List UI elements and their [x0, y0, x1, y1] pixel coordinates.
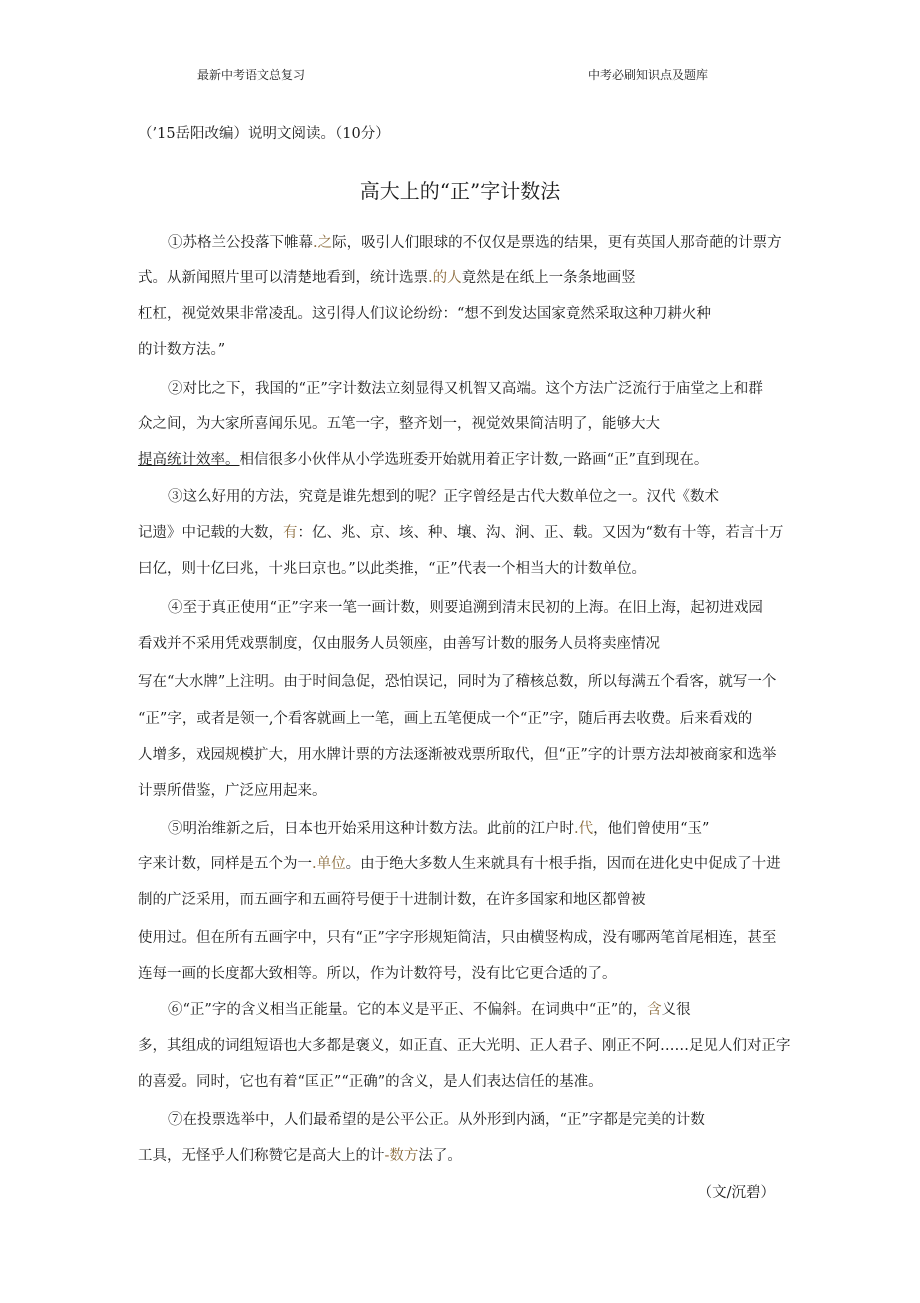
paragraph-4-line: 看戏并不采用凭戏票制度，仅由服务人员领座，由善写计数的服务人员将卖座情况	[138, 636, 660, 652]
paragraph-5-line: 制的广泛采用，而五画字和五画符号便于十进制计数，在许多国家和地区都曾被	[138, 892, 646, 908]
header-left: 最新中考语文总复习	[197, 68, 306, 82]
paragraph-2-line: 提高统计效率。相信很多小伙伴从小学选班委开始就用着正字计数,一路画“正”直到现在。	[138, 452, 709, 468]
paragraph-4-line: “正”字，或者是领一,个看客就画上一笔，画上五笔便成一个“正”字，随后再去收费。后来看戏的	[138, 711, 753, 727]
paragraph-2-line: 众之间，为大家所喜闻乐见。五笔一字，整齐划一，视觉效果简洁明了，能够大大	[138, 416, 660, 432]
paragraph-4-line: 人增多，戏园规模扩大，用水牌计票的方法逐渐被戏票所取代，但“正”字的计票方法却被商家和选举	[138, 747, 777, 763]
paragraph-5-line: 使用过。但在所有五画字中，只有“正”字字形规矩简洁，只由横竖构成，没有哪两笔首尾相连，甚至	[138, 930, 777, 946]
question-source: （’15岳阳改编）说明文阅读。（10分）	[138, 126, 390, 142]
paragraph-1-line: 杠杠，视觉效果非常凌乱。这引得人们议论纷纷：“想不到发达国家竟然采取这种刀耕火种	[138, 306, 711, 322]
paragraph-3-line: 记遗》中记载的大数，有：亿、兆、京、垓、种、壤、沟、涧、正、载。又因为“数有十等，若言十万	[138, 525, 784, 541]
paragraph-1-line: 的计数方法。”	[138, 342, 226, 358]
header-right: 中考必刷知识点及题库	[588, 68, 709, 82]
paragraph-5-line: ⑤明治维新之后，日本也开始采用这种计数方法。此前的江户时.代，他们曾使用“玉”	[168, 821, 710, 837]
paragraph-1-line: ①苏格兰公投落下帷幕.之际，吸引人们眼球的不仅仅是票选的结果，更有英国人那奇葩的计票方	[168, 235, 782, 251]
paragraph-1-line: 式。从新闻照片里可以清楚地看到，统计选票.的人竟然是在纸上一条条地画竖	[138, 270, 636, 286]
paragraph-6-line: ⑥“正”字的含义相当正能量。它的本义是平正、不偏斜。在词典中“正”的，含义很	[168, 1002, 691, 1018]
paragraph-6-line: 的喜爱。同时，它也有着“匡正”“正确”的含义，是人们表达信任的基准。	[138, 1074, 603, 1090]
paragraph-4-line: 写在“大水牌”上注明。由于时间急促，恐怕误记，同时为了稽核总数，所以每满五个看客，就写一个	[138, 674, 777, 690]
author-credit: （文/沉碧）	[697, 1185, 775, 1201]
paragraph-3-line: ③这么好用的方法，究竟是谁先想到的呢？正字曾经是古代大数单位之一。汉代《数术	[168, 489, 719, 505]
paragraph-4-line: ④至于真正使用“正”字来一笔一画计数，则要追溯到清末民初的上海。在旧上海，起初进戏园	[168, 600, 763, 616]
paragraph-6-line: 多，其组成的词组短语也大多都是褒义，如正直、正大光明、正人君子、刚正不阿……足见人们对正字	[138, 1038, 791, 1054]
paragraph-4-line: 计票所借鉴，广泛应用起来。	[138, 783, 327, 799]
paragraph-7-line: ⑦在投票选举中，人们最希望的是公平公正。从外形到内涵，“正”字都是完美的计数	[168, 1112, 705, 1128]
paragraph-3-line: 曰亿，则十亿曰兆，十兆曰京也。”以此类推，“正”代表一个相当大的计数单位。	[138, 561, 646, 577]
paragraph-7-line: 工具，无怪乎人们称赞它是高大上的计-数方法了。	[138, 1148, 462, 1164]
paragraph-5-line: 字来计数，同样是五个为一.单位。由于绝大多数人生来就具有十根手指，因而在进化史中促成了十进	[138, 856, 781, 872]
paragraph-5-line: 连每一画的长度都大致相等。所以，作为计数符号，没有比它更合适的了。	[138, 966, 617, 982]
article-title: 高大上的“正”字计数法	[359, 179, 561, 203]
paragraph-2-line: ②对比之下，我国的“正”字计数法立刻显得又机智又高端。这个方法广泛流行于庙堂之上和群	[168, 381, 763, 397]
underlined-phrase: 提高统计效率。	[138, 452, 240, 468]
